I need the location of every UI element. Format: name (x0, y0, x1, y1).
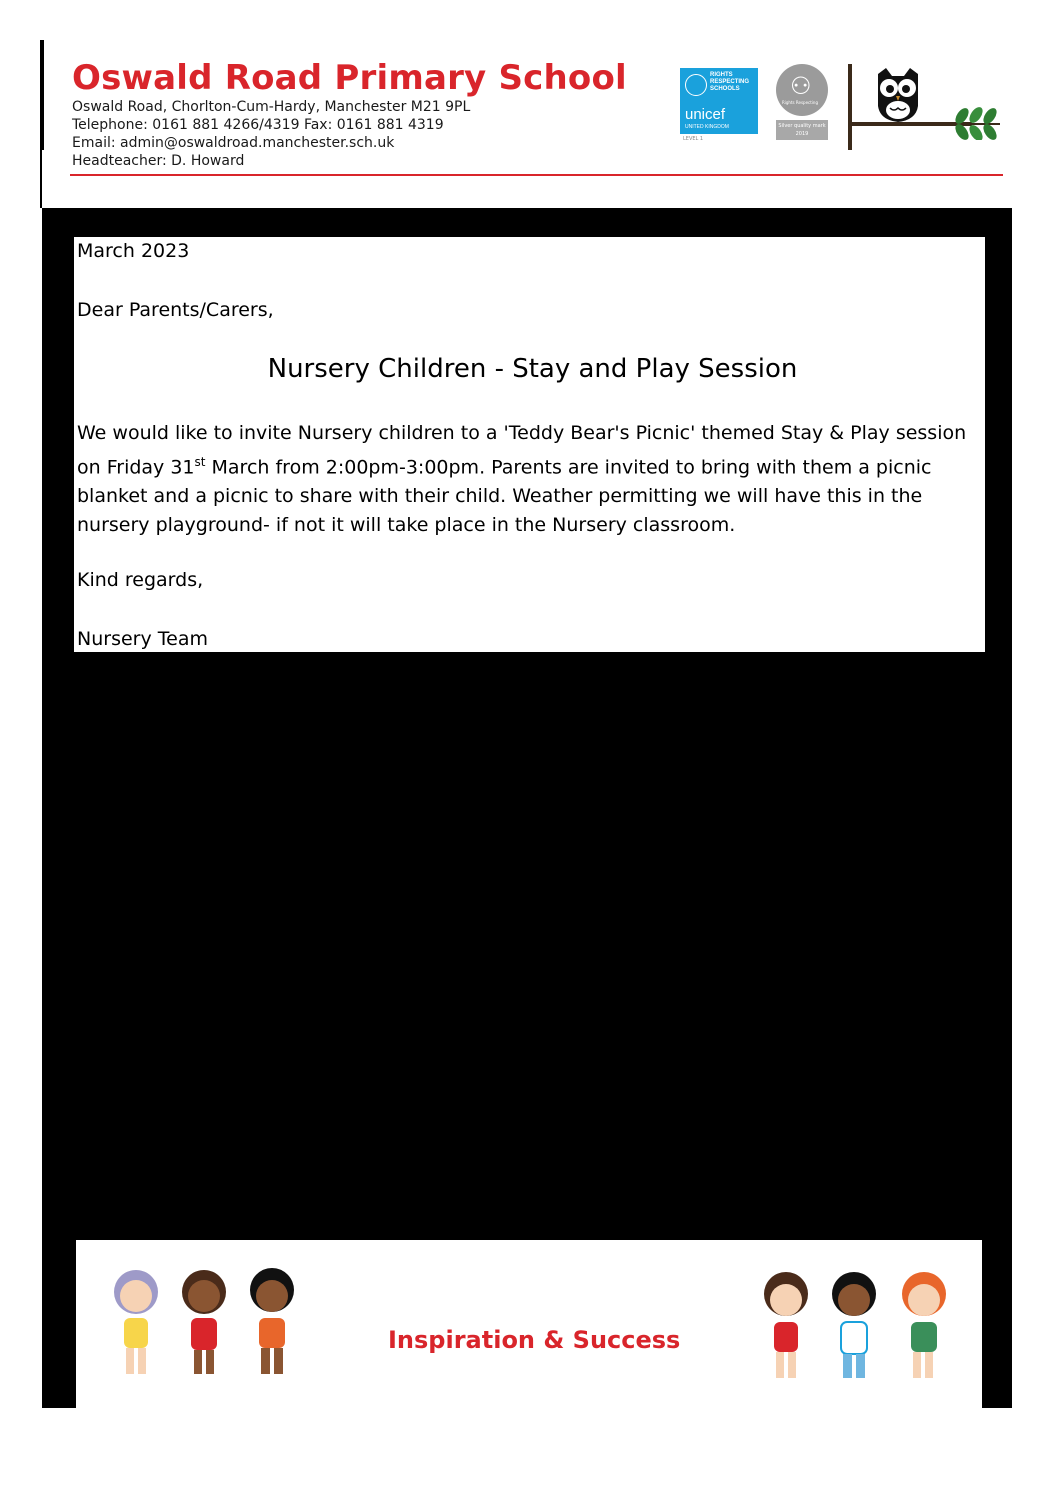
school-name: Oswald Road Primary School (72, 58, 627, 98)
children-illustration-right (744, 1266, 968, 1390)
header-divider (70, 174, 1003, 176)
globe-icon (685, 74, 707, 96)
quality-mark-badge: Silver quality mark 2019 (776, 120, 828, 140)
letter-title: Nursery Children - Stay and Play Session (267, 354, 798, 384)
grey-logo-text: Rights Respecting (782, 100, 818, 105)
letter-signature: Nursery Team (77, 628, 208, 650)
school-email: Email: admin@oswaldroad.manchester.sch.uk (72, 135, 395, 151)
unicef-rrs-logo (680, 68, 758, 134)
left-margin-rule-thin (40, 150, 42, 208)
owl-icon (872, 66, 924, 124)
ordinal-suffix: st (194, 455, 206, 469)
unicef-level: LEVEL 1 (683, 136, 704, 142)
children-illustration-left (96, 1262, 312, 1386)
school-telephone: Telephone: 0161 881 4266/4319 Fax: 0161 881 4319 (72, 117, 444, 133)
paragraph-part-2: March from 2:00pm-3:00pm. Parents are invited to bring with them a picnic blanket and a picnic to share with their child. Weather permitting we will have this in the nursery playground- if not it will take place in the Nursery classroom. (77, 456, 932, 537)
leaves-icon (948, 104, 1002, 140)
grey-award-logo (776, 64, 828, 116)
letter-paragraph (74, 419, 972, 540)
unicef-wordmark: unicef (685, 106, 726, 123)
headteacher: Headteacher: D. Howard (72, 153, 245, 169)
paragraph-part-1: We would like to invite Nursery children to a 'Teddy Bear's Picnic' themed Stay & Play session on Friday 31 (77, 422, 967, 479)
unicef-subtext: UNITED KINGDOM (685, 124, 729, 130)
branch-vertical (848, 64, 852, 150)
left-margin-rule (40, 40, 44, 150)
letterhead (72, 58, 627, 170)
letter-body (74, 237, 985, 652)
people-icon: ⚇ (790, 72, 812, 100)
unicef-rrs-text: RIGHTS RESPECTING SCHOOLS (710, 72, 750, 92)
school-address: Oswald Road, Chorlton-Cum-Hardy, Manchester M21 9PL (72, 99, 471, 115)
letter-date: March 2023 (77, 240, 190, 262)
letter-closing: Kind regards, (77, 569, 204, 591)
school-motto: Inspiration & Success (388, 1326, 681, 1354)
letter-greeting: Dear Parents/Carers, (77, 299, 274, 321)
